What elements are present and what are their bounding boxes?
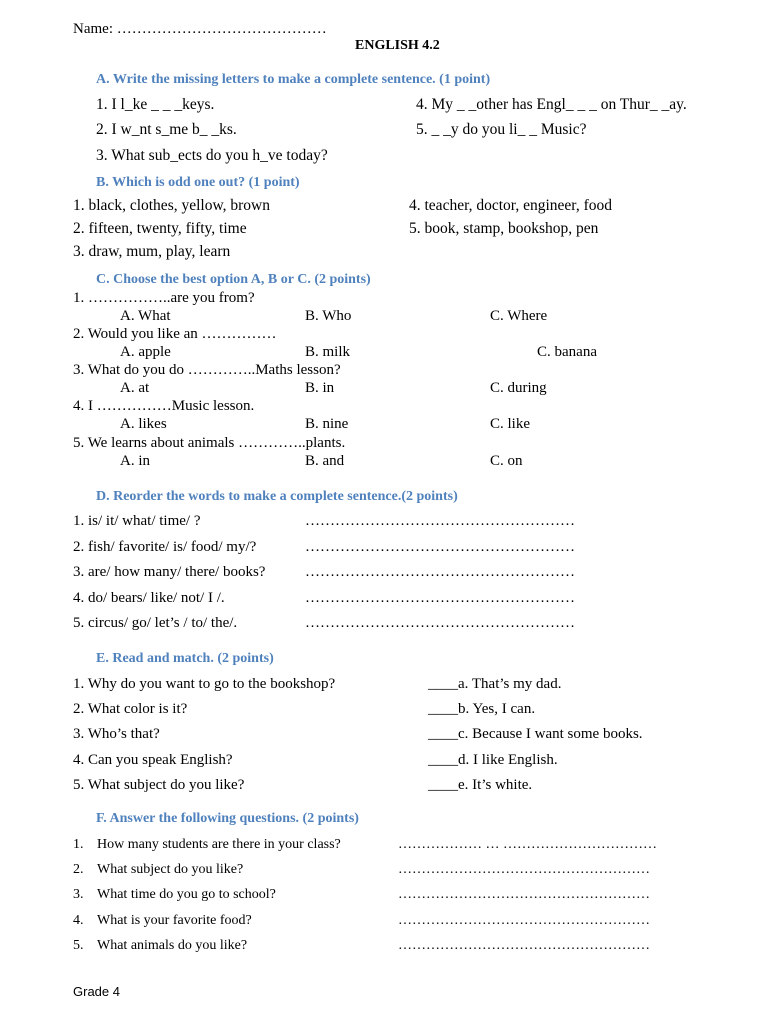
answer-line: ……………………………………………… bbox=[305, 590, 575, 606]
option-c: C. like bbox=[490, 416, 530, 432]
option-c: C. banana bbox=[537, 344, 597, 360]
section-c-heading: C. Choose the best option A, B or C. (2 points) bbox=[96, 272, 371, 287]
answer-line: ……………………………………………… bbox=[398, 913, 650, 928]
answer-line: ……………………………………………… bbox=[305, 539, 575, 555]
answer-line: ……………………………………………… bbox=[305, 513, 575, 529]
open-question: How many students are there in your class? bbox=[97, 837, 341, 852]
match-question: 3. Who’s that? bbox=[73, 726, 160, 742]
reorder-item: 2. fish/ favorite/ is/ food/ my/? bbox=[73, 539, 257, 555]
option-b: B. Who bbox=[305, 308, 352, 324]
open-question: What animals do you like? bbox=[97, 938, 248, 953]
section-d-heading: D. Reorder the words to make a complete sentence.(2 points) bbox=[96, 489, 458, 504]
match-question: 1. Why do you want to go to the bookshop? bbox=[73, 676, 336, 692]
question-c4: 4. I ……………Music lesson. bbox=[73, 398, 255, 414]
match-question: 2. What color is it? bbox=[73, 701, 188, 717]
match-question: 5. What subject do you like? bbox=[73, 777, 245, 793]
option-b: B. milk bbox=[305, 344, 351, 360]
question-number: 1. bbox=[73, 837, 84, 852]
match-answer: ____d. I like English. bbox=[428, 752, 558, 768]
section-b-item: 4. teacher, doctor, engineer, food bbox=[409, 197, 612, 214]
reorder-item: 3. are/ how many/ there/ books? bbox=[73, 564, 266, 580]
option-a: A. at bbox=[120, 380, 150, 396]
answer-line: ……………………………………………… bbox=[398, 938, 650, 953]
section-b-item: 1. black, clothes, yellow, brown bbox=[73, 197, 271, 214]
question-c5: 5. We learns about animals …………..plants. bbox=[73, 435, 346, 451]
option-a: A. What bbox=[120, 308, 171, 324]
question-c1: 1. ……………..are you from? bbox=[73, 290, 255, 306]
section-b-item: 5. book, stamp, bookshop, pen bbox=[409, 220, 599, 237]
section-a-item: 3. What sub_ects do you h_ve today? bbox=[96, 147, 328, 164]
question-number: 3. bbox=[73, 887, 84, 902]
section-e-heading: E. Read and match. (2 points) bbox=[96, 651, 274, 666]
page-title: ENGLISH 4.2 bbox=[355, 38, 440, 53]
open-question: What subject do you like? bbox=[97, 862, 244, 877]
section-a-item: 5. _ _y do you li_ _ Music? bbox=[416, 121, 587, 138]
option-c: C. during bbox=[490, 380, 547, 396]
question-number: 5. bbox=[73, 938, 84, 953]
question-c2: 2. Would you like an …………… bbox=[73, 326, 277, 342]
section-b-item: 3. draw, mum, play, learn bbox=[73, 243, 231, 260]
match-answer: ____c. Because I want some books. bbox=[428, 726, 643, 742]
section-a-item: 2. I w_nt s_me b_ _ks. bbox=[96, 121, 237, 138]
section-a-item: 1. I l_ke _ _ _keys. bbox=[96, 96, 215, 113]
option-a: A. apple bbox=[120, 344, 171, 360]
match-answer: ____a. That’s my dad. bbox=[428, 676, 562, 692]
option-a: A. likes bbox=[120, 416, 167, 432]
answer-line: ……………………………………………… bbox=[305, 615, 575, 631]
open-question: What time do you go to school? bbox=[97, 887, 276, 902]
open-question: What is your favorite food? bbox=[97, 913, 252, 928]
option-c: C. Where bbox=[490, 308, 548, 324]
reorder-item: 4. do/ bears/ like/ not/ I /. bbox=[73, 590, 225, 606]
answer-line: ……………………………………………… bbox=[398, 862, 650, 877]
option-a: A. in bbox=[120, 453, 150, 469]
section-a-item: 4. My _ _other has Engl_ _ _ on Thur_ _ay. bbox=[416, 96, 687, 113]
question-c3: 3. What do you do …………..Maths lesson? bbox=[73, 362, 341, 378]
name-field-label: Name: …………………………………… bbox=[73, 21, 327, 37]
option-b: B. and bbox=[305, 453, 345, 469]
reorder-item: 1. is/ it/ what/ time/ ? bbox=[73, 513, 201, 529]
answer-line: ……………… … …………………………… bbox=[398, 837, 657, 852]
section-b-item: 2. fifteen, twenty, fifty, time bbox=[73, 220, 247, 237]
answer-line: ……………………………………………… bbox=[305, 564, 575, 580]
option-c: C. on bbox=[490, 453, 523, 469]
footer-grade: Grade 4 bbox=[73, 984, 120, 999]
match-answer: ____b. Yes, I can. bbox=[428, 701, 536, 717]
question-number: 4. bbox=[73, 913, 84, 928]
answer-line: ……………………………………………… bbox=[398, 887, 650, 902]
section-a-heading: A. Write the missing letters to make a complete sentence. (1 point) bbox=[96, 72, 491, 87]
section-b-heading: B. Which is odd one out? (1 point) bbox=[96, 175, 300, 190]
match-answer: ____e. It’s white. bbox=[428, 777, 533, 793]
section-f-heading: F. Answer the following questions. (2 points) bbox=[96, 811, 359, 826]
option-b: B. nine bbox=[305, 416, 349, 432]
reorder-item: 5. circus/ go/ let’s / to/ the/. bbox=[73, 615, 238, 631]
option-b: B. in bbox=[305, 380, 335, 396]
question-number: 2. bbox=[73, 862, 84, 877]
match-question: 4. Can you speak English? bbox=[73, 752, 233, 768]
